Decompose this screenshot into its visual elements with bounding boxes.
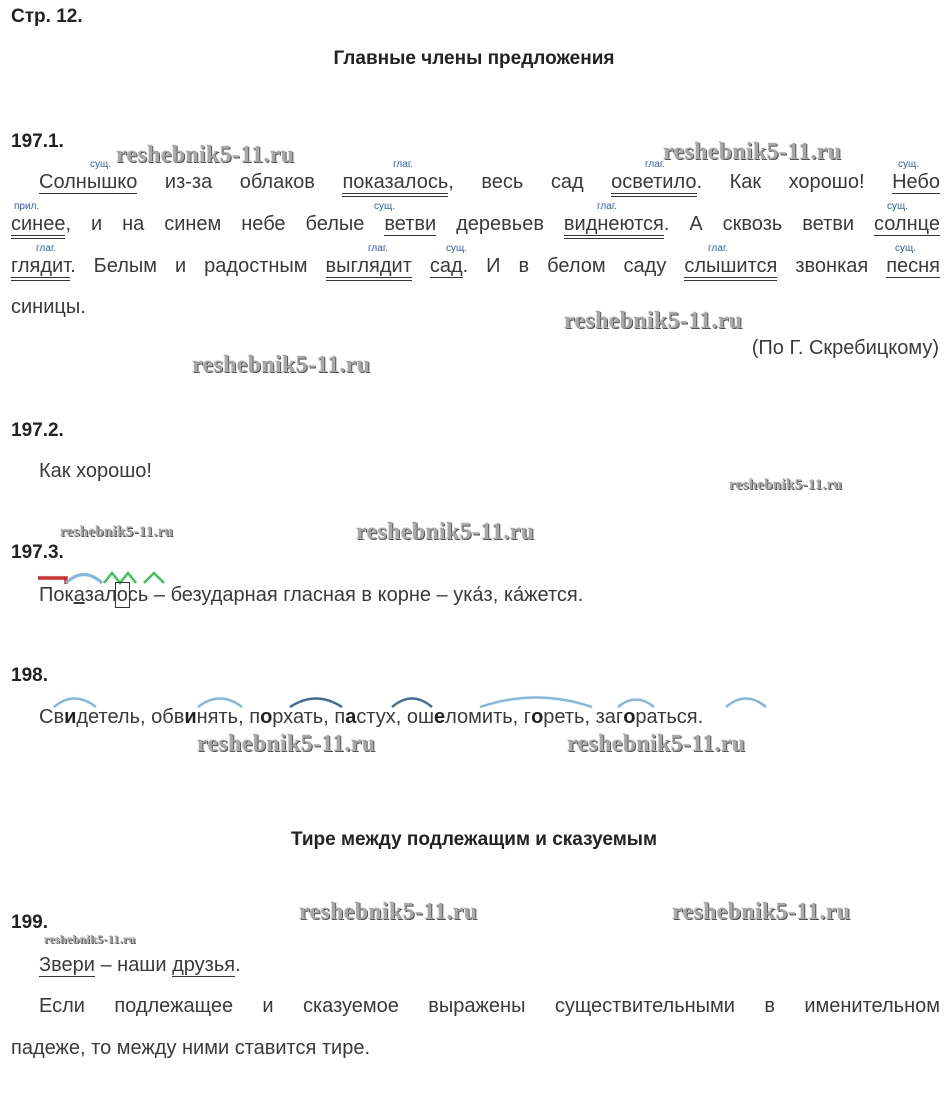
text-line: синее, и на синем небе белые ветви деревьев виднеются. А сквозь ветви солнце	[11, 213, 940, 236]
answer-text: Звери – наши друзья.	[39, 954, 241, 976]
predicate-word: показалось	[342, 171, 448, 197]
page-label: Стр. 12.	[11, 6, 83, 27]
subject-word: ветви	[384, 213, 437, 235]
watermark: reshebnik5-11.ru	[356, 519, 535, 545]
predicate-word: выглядит	[326, 255, 412, 281]
pos-tag: сущ.	[895, 243, 917, 254]
text-line: синицы.	[11, 296, 86, 318]
source-attribution: (По Г. Скребицкому)	[751, 337, 939, 359]
text-line: глядит. Белым и радостным выглядит сад. И в белом саду слышится звонкая песня	[11, 255, 940, 278]
predicate-word: виднеются	[564, 213, 664, 239]
pos-tag: глаг.	[597, 201, 618, 212]
predicate-word: друзья	[172, 954, 236, 976]
pos-tag: глаг.	[393, 159, 414, 170]
exercise-number-197-3: 197.3.	[11, 542, 64, 563]
watermark: reshebnik5-11.ru	[116, 142, 295, 168]
predicate-word: глядит	[11, 255, 70, 281]
watermark: reshebnik5-11.ru	[663, 139, 842, 165]
pos-tag: глаг.	[645, 159, 666, 170]
answer-text: Как хорошо!	[39, 460, 152, 482]
unstressed-vowel: а	[73, 584, 85, 606]
answer-text: Свидетель, обвинять, порхать, пастух, ошеломить, гореть, загораться.	[39, 706, 704, 728]
watermark: reshebnik5-11.ru	[197, 731, 376, 757]
subject-word: Звери	[39, 954, 95, 976]
exercise-number-198: 198.	[11, 665, 48, 686]
pos-tag: сущ.	[446, 243, 468, 254]
subject-word: сад	[429, 255, 463, 277]
subject-word: Солнышко	[39, 171, 138, 193]
pos-tag: сущ.	[887, 201, 909, 212]
suffix-mark	[104, 573, 136, 583]
exercise-number-199: 199.	[11, 912, 48, 933]
watermark: reshebnik5-11.ru	[60, 524, 174, 540]
exercise-number-197-1: 197.1.	[11, 131, 64, 152]
rule-text-line: падеже, то между ними ставится тире.	[11, 1037, 371, 1059]
root-arc	[66, 575, 102, 584]
watermark: reshebnik5-11.ru	[192, 352, 371, 378]
watermark: reshebnik5-11.ru	[564, 308, 743, 334]
predicate-word: слышится	[684, 255, 777, 281]
pos-tag: сущ.	[898, 159, 920, 170]
subject-word: Небо	[892, 171, 940, 193]
section-title-main-members: Главные члены предложения	[333, 48, 615, 69]
pos-tag: сущ.	[90, 159, 112, 170]
exercise-number-197-2: 197.2.	[11, 420, 64, 441]
pos-tag: глаг.	[368, 243, 389, 254]
pos-tag: глаг.	[708, 243, 729, 254]
ending-box: о	[116, 584, 128, 606]
section-title-dash: Тире между подлежащим и сказуемым	[290, 829, 658, 850]
predicate-word: синее	[11, 213, 65, 239]
subject-word: песня	[886, 255, 941, 277]
text-line: Солнышко из-за облаков показалось, весь сад осветило. Как хорошо! Небо	[11, 171, 940, 194]
watermark: reshebnik5-11.ru	[672, 899, 851, 925]
subject-word: солнце	[874, 213, 940, 235]
suffix-mark	[144, 573, 164, 583]
watermark: reshebnik5-11.ru	[567, 731, 746, 757]
pos-tag: прил.	[14, 201, 40, 212]
predicate-word: осветило	[611, 171, 696, 197]
pos-tag: сущ.	[374, 201, 396, 212]
watermark: reshebnik5-11.ru	[729, 477, 843, 493]
watermark: reshebnik5-11.ru	[299, 899, 478, 925]
answer-text: Показалось – безударная гласная в корне – ука́з, ка́жется.	[39, 584, 584, 606]
rule-text-line: Если подлежащее и сказуемое выражены существительными в именительном	[39, 995, 940, 1017]
pos-tag: глаг.	[36, 243, 57, 254]
watermark: reshebnik5-11.ru	[44, 932, 136, 946]
root-arc	[726, 699, 766, 708]
